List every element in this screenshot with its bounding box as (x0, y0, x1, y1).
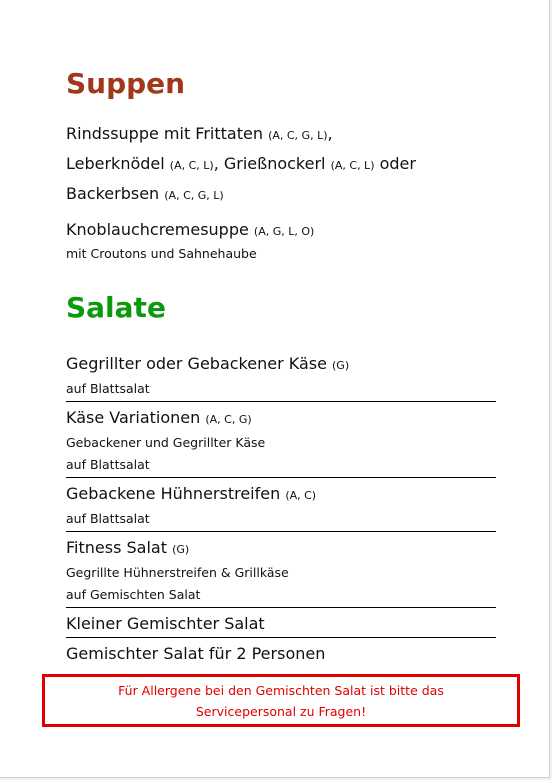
allergen-codes: (A, C, G, L) (268, 129, 328, 142)
allergen-codes: (A, C, G) (205, 413, 252, 426)
soup-name: Knoblauchcremesuppe (66, 220, 254, 239)
salad-name-line (66, 352, 496, 378)
salad-description: auf Blattsalat (66, 381, 150, 396)
allergen-codes: (G) (332, 359, 350, 372)
allergen-codes: (A, C) (285, 489, 317, 502)
salad-name: Fitness Salat (66, 538, 173, 557)
suppen-heading: Suppen (66, 67, 186, 100)
salad-item (66, 478, 496, 532)
salad-name: Gegrillter oder Gebackener Käse (66, 354, 333, 373)
salad-item (66, 348, 496, 402)
punctuation: , (327, 124, 333, 143)
salad-name-line (66, 482, 496, 508)
salate-heading: Salate (66, 291, 166, 324)
salad-name: Kleiner Gemischter Salat (66, 614, 265, 633)
soup-knoblauch (66, 216, 496, 264)
soup-name: Leberknödel (66, 154, 170, 173)
salad-item (66, 638, 496, 667)
salad-name-line (66, 536, 496, 562)
salad-description: Gebackener und Gegrillter Käse (66, 435, 266, 450)
soup-name: , Grießnockerl (213, 154, 331, 173)
notice-line: Servicepersonal zu Fragen! (195, 703, 367, 719)
allergen-codes: (A, G, L, O) (253, 225, 315, 238)
salad-list (66, 348, 496, 667)
allergen-codes: (A, C, L) (169, 159, 214, 172)
allergen-codes: (G) (172, 543, 190, 556)
soup-name: Rindssuppe mit Frittaten (66, 124, 269, 143)
salad-name: Gebackene Hühnerstreifen (66, 484, 286, 503)
allergen-notice-box (42, 674, 520, 727)
allergen-codes: (A, C, G, L) (164, 189, 224, 202)
allergen-codes: (A, C, L) (330, 159, 375, 172)
salad-description: auf Gemischten Salat (66, 587, 201, 602)
salad-name: Gemischter Salat für 2 Personen (66, 644, 326, 663)
soup-line (66, 150, 496, 180)
notice-line: Für Allergene bei den Gemischten Salat ist bitte das (118, 682, 444, 698)
salad-name: Käse Variationen (66, 408, 206, 427)
soup-description: mit Croutons und Sahnehaube (66, 246, 257, 261)
soup-line (66, 120, 496, 150)
salad-description: Gegrillte Hühnerstreifen & Grillkäse (66, 565, 289, 580)
salad-item (66, 532, 496, 608)
salad-description: auf Blattsalat (66, 457, 150, 472)
soup-name: Backerbsen (66, 184, 165, 203)
soup-line (66, 216, 496, 246)
soup-line (66, 180, 496, 210)
salad-description: auf Blattsalat (66, 511, 150, 526)
soup-rindssuppe (66, 120, 496, 210)
salad-item (66, 608, 496, 638)
salad-item (66, 402, 496, 478)
salad-name-line (66, 406, 496, 432)
soup-name: oder (374, 154, 416, 173)
